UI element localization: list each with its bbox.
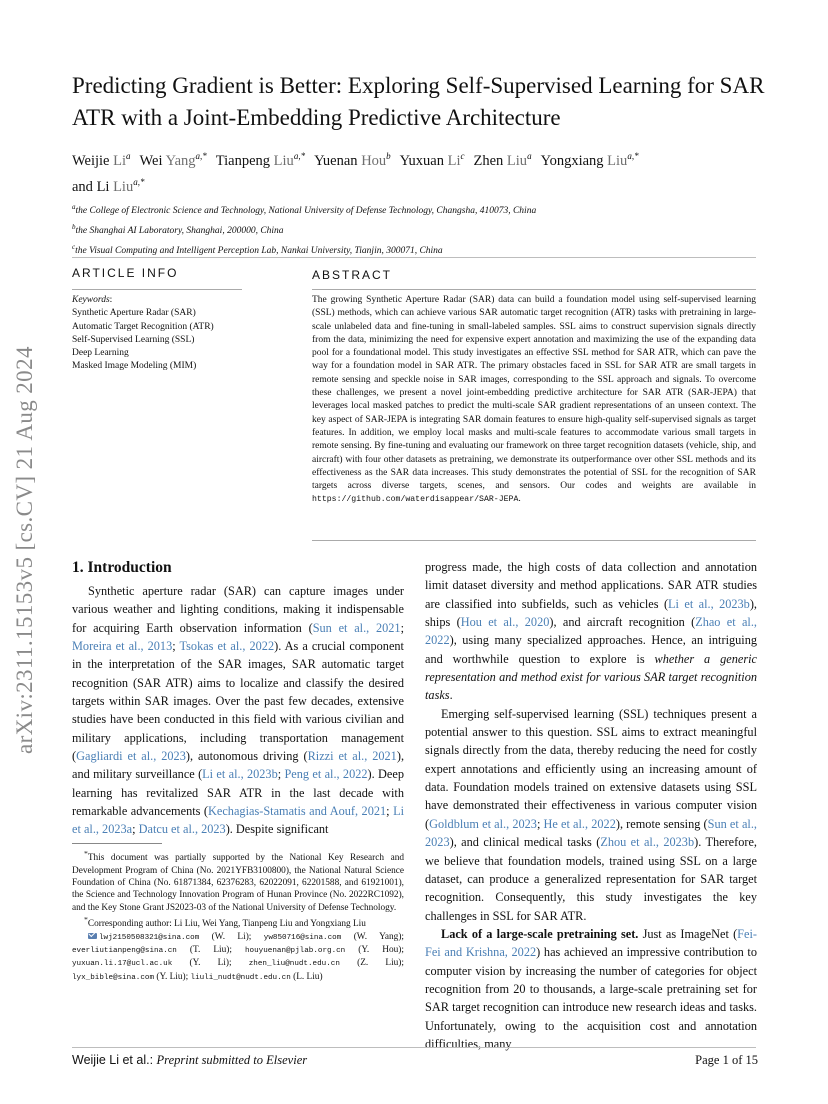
- intro-paragraph-2: Emerging self-supervised learning (SSL) techniques present a potential answer to this question. SSL aims to extract meaningful signals directly from the data, thereby reducing the need for costly expert annotations and efficiently using an increasing amount of data. Foundation models trained on extensive datasets using SSL have demonstrated their effectiveness in various computer vision (Goldblum et al., 2023; He et al., 2022), remote sensing (Sun et al., 2023), and clinical medical tasks (Zhou et al., 2023b). Therefore, we believe that foundation models, trained using SSL on a large dataset, can produce a generalized representation for SAR target recognition. Consequently, this study investigates the key challenges in SSL for SAR ATR.: [425, 706, 757, 923]
- citation-link[interactable]: Goldblum et al., 2023: [429, 816, 537, 831]
- author-affil-mark: a,*: [133, 176, 145, 187]
- abstract-bottom-rule: [312, 540, 756, 541]
- bold-lead: Lack of a large-scale pretraining set.: [441, 926, 639, 941]
- keywords-label: Keywords: [72, 295, 110, 305]
- intro-paragraph-3: Lack of a large-scale pretraining set. Just as ImageNet (Fei-Fei and Krishna, 2022) has achieved an impressive contribution to computer vision by increasing the number of categories for object recognition from 20 to thousands, a large-scale pretraining set for SAR target recognition can introduce new research ideas and tasks. Unfortunately, owing to the acquisition cost and annotation difficulties, many: [425, 926, 758, 1051]
- funding-footnote: *This document was partially supported by the National Key Research and Development Program of China (No. 2021YFB3100800), the National Natural Science Foundation of China (No. 61871384, 62376283, 62022091, 62201588, and 61921001), the Science and Technology Innovation Program of Hunan Province (No. 2022RC1092), and the Key Stone Grant JS2023-03 of the National University of Defense Technology.: [72, 849, 404, 913]
- citation-link[interactable]: Li et al., 2023b: [202, 767, 278, 782]
- intro-paragraph-1-cont: progress made, the high costs of data collection and annotation limit dataset diversity and method applications. SAR ATR studies are classified into subfields, such as vehicles (Li et al., 2023b), ships (Hou et al., 2020), and aircraft recognition (Zhao et al., 2022), using many specialized approaches. Hence, an intriguing and worthwhile question to explore is whether a generic representation and method exist for various SAR target recognition tasks.: [425, 560, 757, 703]
- author-list: [72, 146, 772, 198]
- keyword-item: Masked Image Modeling (MIM): [72, 361, 197, 372]
- email-address: zhen_liu@nudt.edu.cn: [248, 960, 340, 969]
- right-column: [425, 558, 757, 1053]
- affiliation-mark: c: [72, 243, 76, 252]
- author-affil-mark: a,*: [293, 151, 306, 161]
- article-info-heading: ARTICLE INFO: [72, 266, 179, 280]
- author-last-name: Liu: [113, 178, 134, 195]
- affiliation-text: the Visual Computing and Intelligent Perception Lab, Nankai University, Tianjin, 300071, China: [75, 246, 443, 257]
- email-address: lyx_bible@sina.com: [72, 973, 155, 982]
- email-address: yuxuan.li.17@ucl.ac.uk: [72, 960, 173, 969]
- email-address: lwj2150508321@sina.com: [99, 933, 200, 942]
- author-last-name: Li: [447, 152, 461, 169]
- citation-link[interactable]: Li et al., 2023a: [72, 804, 404, 837]
- author-and: and: [72, 178, 97, 195]
- abstract-text: [312, 294, 756, 507]
- author-affil-mark: a,*: [195, 151, 207, 161]
- author-name: Weijie Li$^a$: [72, 151, 131, 169]
- author-name: Li Liu$^{a,*}$: [96, 176, 145, 195]
- email-address: houyuenan@pjlab.org.cn: [244, 947, 346, 956]
- author-affil-mark: a,*: [627, 151, 639, 161]
- citation-link[interactable]: Gagliardi et al., 2023: [76, 749, 186, 764]
- affiliation-text: the College of Electronic Science and Technology, National University of Defense Technology, Changsha, 410073, China: [75, 206, 537, 217]
- keywords-list: [72, 307, 252, 373]
- affiliation-mark: b: [72, 223, 76, 232]
- header-divider: [72, 257, 756, 258]
- author-last-name: Li: [113, 152, 126, 169]
- footnote-rule: [72, 843, 162, 844]
- citation-link[interactable]: Sun et al., 2021: [312, 620, 401, 635]
- email-address: everliutianpeng@sina.cn: [72, 947, 177, 956]
- author-affil-mark: c: [460, 151, 465, 161]
- email-list: lwj2150508321@sina.com (W. Li); yw850716@sina.com (W. Yang); everliutianpeng@sina.cn (T. Liu); houyuenan@pjlab.org.cn (Y. Hou); yuxuan.li.17@ucl.ac.uk (Y. Li); zhen_liu@nudt.edu.cn (Z. Liu); lyx_bible@sina.com (Y. Liu); liuli_nudt@nudt.edu.cn (L. Liu): [72, 931, 404, 982]
- citation-link[interactable]: Fei-Fei and Krishna, 2022: [425, 926, 757, 960]
- intro-heading: 1. Introduction: [72, 559, 172, 576]
- corresponding-text: Corresponding author: Li Liu, Wei Yang, Tianpeng Liu and Yongxiang Liu: [87, 919, 366, 930]
- author-affil-mark: a: [527, 151, 532, 161]
- author-name: Wei Yang$^{a,*}$: [139, 151, 207, 169]
- keyword-item: Self-Supervised Learning (SSL): [72, 334, 195, 345]
- affiliation: [72, 199, 772, 219]
- keyword-item: Synthetic Aperture Radar (SAR): [72, 308, 196, 319]
- article-info-rule: [72, 289, 242, 290]
- arxiv-stamp: arXiv:2311.15153v5 [cs.CV] 21 Aug 2024: [12, 346, 37, 754]
- author-last-name: Liu: [607, 152, 628, 169]
- citation-link[interactable]: Rizzi et al., 2021: [307, 749, 397, 764]
- author-affil-mark: a: [126, 151, 131, 161]
- paper-title: Predicting Gradient is Better: Exploring Self-Supervised Learning for SAR ATR with a Joint-Embedding Predictive Architecture: [72, 73, 765, 130]
- author-name: Tianpeng Liu$^{a,*}$: [215, 151, 306, 169]
- footer-left: [72, 1053, 307, 1068]
- author-affil-mark: b: [386, 151, 391, 161]
- author-last-name: Liu: [506, 152, 528, 169]
- citation-link[interactable]: Peng et al., 2022: [284, 767, 368, 782]
- email-address: yw850716@sina.com: [263, 933, 342, 942]
- keyword-item: Automatic Target Recognition (ATR): [72, 321, 214, 332]
- abstract-heading: ABSTRACT: [312, 268, 393, 282]
- citation-link[interactable]: Li et al., 2023b: [668, 596, 750, 611]
- footer-status: Preprint submitted to Elsevier: [156, 1053, 308, 1067]
- citation-link[interactable]: Zhao et al., 2022: [425, 615, 757, 648]
- code-link[interactable]: https://github.com/waterdisappear/SAR-JEPA: [312, 495, 519, 505]
- corresponding-footnote: *Corresponding author: Li Liu, Wei Yang, Tianpeng Liu and Yongxiang Liu: [84, 915, 366, 930]
- abstract-body: The growing Synthetic Aperture Radar (SAR) data can build a foundation model using self-supervised learning (SSL) methods, which can achieve various SAR automatic target recognition (ATR) tasks with pretraining in large-scale unlabeled data and fine-tuning in small-labeled samples. SSL aims to construct supervision signals directly from the data, minimizing the need for expensive expert annotation and maximizing the use of the expanding data pool for a foundational model. This study investigates an effective SSL method for SAR ATR, which can pave the way for a foundation model in SAR ATR. The primary obstacles faced in SSL for SAR ATR are small targets in remote sensing and speckle noise in SAR images, corresponding to the SSL approach and signals. To overcome these challenges, we present a novel joint-embedding predictive architecture for SAR ATR (SAR-JEPA) that leverages local masked patches to predict the multi-scale SAR gradient representations of an unseen context. The key aspect of SAR-JEPA is integrating SAR domain features to ensure high-quality self-supervised signals as target features. In addition, we employ local masks and multi-scale features to accommodate various small targets in remote sensing. By fine-tuning and evaluating our framework on three target recognition datasets (vehicle, ship, and aircraft) with four other datasets as pretraining, we demonstrate its outperformance over other SSL methods and its effectiveness as the SAR data increases. This study demonstrates the potential of SSL for the recognition of SAR targets across diverse targets, scenes, and sensors. Our codes and weights are available in: [312, 295, 756, 492]
- author-name: Zhen Liu$^a$: [473, 151, 532, 169]
- abstract-end: .: [518, 494, 521, 505]
- author-name: Yongxiang Liu$^{a,*}$: [540, 151, 639, 169]
- author-last-name: Yang: [165, 152, 196, 169]
- keyword-item: Deep Learning: [72, 348, 129, 359]
- citation-link[interactable]: Moreira et al., 2013: [72, 639, 173, 654]
- mail-icon: [88, 933, 97, 939]
- citation-link[interactable]: Sun et al., 2023: [425, 816, 757, 850]
- affiliation-list: [72, 199, 772, 259]
- left-column: [72, 558, 404, 839]
- funding-text: This document was partially supported by the National Key Research and Development Program of China (No. 2021YFB3100800), the National Natural Science Foundation of China (No. 61871384, 62376283, 62022091, 62201588, and 61921001), the Science and Technology Innovation Program of Hunan Province (No. 2022RC1092), and the Key Stone Grant JS2023-03 of the National University of Defense Technology.: [72, 853, 404, 913]
- page-number: Page 1 of 15: [695, 1053, 758, 1067]
- emphasis-text: whether a generic representation and method exist for various SAR target recognition tasks: [425, 651, 757, 703]
- citation-link[interactable]: Datcu et al., 2023: [138, 822, 226, 837]
- email-address: liuli_nudt@nudt.edu.cn: [190, 973, 291, 982]
- citation-link[interactable]: He et al., 2022: [543, 816, 616, 831]
- footer-authors: Weijie Li et al.:: [72, 1053, 154, 1067]
- citation-link[interactable]: Tsokas et al., 2022: [179, 639, 275, 654]
- footer-divider: [72, 1047, 756, 1048]
- citation-link[interactable]: Hou et al., 2020: [460, 615, 550, 630]
- author-name: Yuenan Hou$^b$: [314, 151, 391, 169]
- author-name: Yuxuan Li$^c$: [399, 151, 465, 169]
- affiliation: [72, 219, 772, 239]
- affiliation-mark: a: [72, 203, 76, 211]
- affiliation-text: the Shanghai AI Laboratory, Shanghai, 200000, China: [75, 226, 284, 237]
- citation-link[interactable]: Kechagias-Stamatis and Aouf, 2021: [208, 804, 387, 819]
- abstract-rule: [312, 289, 756, 290]
- author-last-name: Hou: [361, 152, 387, 169]
- footnotes: [72, 848, 404, 984]
- citation-link[interactable]: Zhou et al., 2023b: [600, 835, 695, 850]
- intro-paragraph-1: Synthetic aperture radar (SAR) can capture images under various weather and lighting conditions, making it indispensable for acquiring Earth observation information (Sun et al., 2021; Moreira et al., 2013; Tsokas et al., 2022). As a crucial component in the interpretation of the SAR images, SAR automatic target recognition (SAR ATR) aims to localize and classify the desired targets within SAR images. Over the past few decades, extensive studies have been conducted in this field with various civilian and military applications, including transportation management (Gagliardi et al., 2023), autonomous driving (Rizzi et al., 2021), and military surveillance (Li et al., 2023b; Peng et al., 2022). Deep learning has revitalized SAR ATR in the last decade with remarkable advancements (Kechagias-Stamatis and Aouf, 2021; Li et al., 2023a; Datcu et al., 2023). Despite significant: [72, 584, 405, 837]
- author-last-name: Liu: [273, 152, 294, 169]
- keywords-block: Keywords: Synthetic Aperture Radar (SAR) Automatic Target Recognition (ATR) Self-Supervised Learning (SSL) Deep Learning Masked Image Modeling (MIM): [72, 294, 252, 374]
